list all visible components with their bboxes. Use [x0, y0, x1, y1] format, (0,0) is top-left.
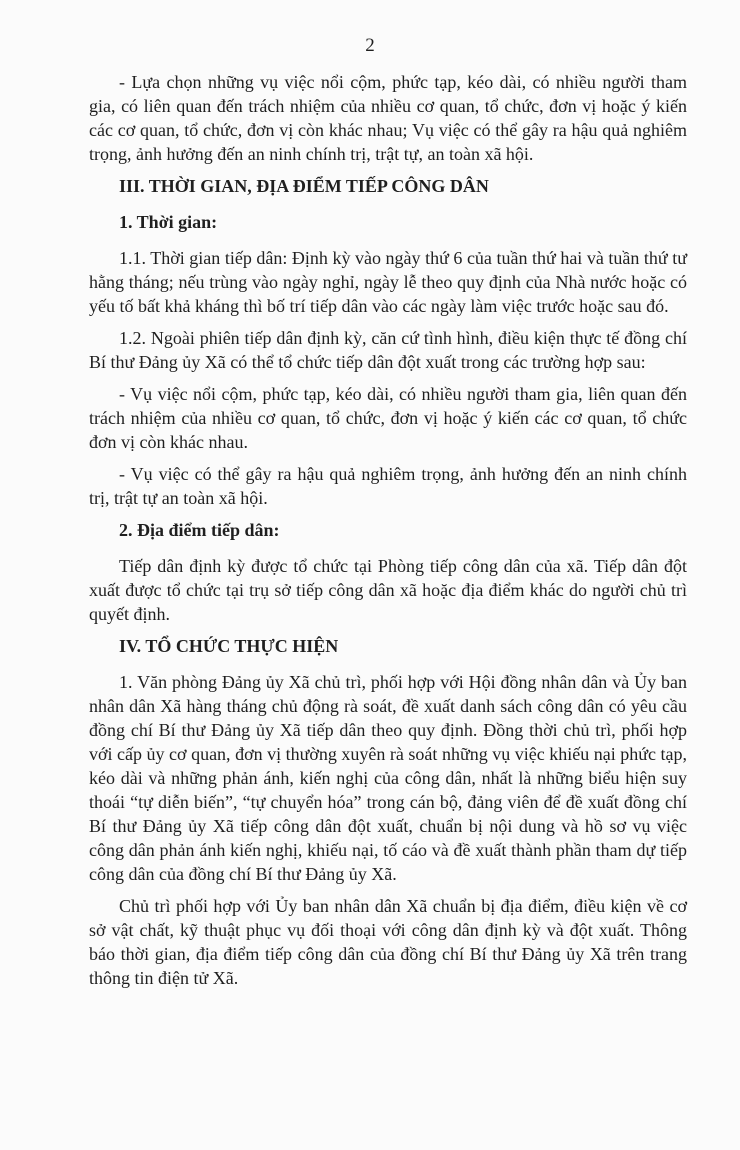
section-heading-iii: III. THỜI GIAN, ĐỊA ĐIỂM TIẾP CÔNG DÂN — [119, 176, 489, 196]
subheading-location: 2. Địa điểm tiếp dân: — [119, 520, 280, 540]
document-body — [89, 70, 687, 998]
paragraph-1-2: 1.2. Ngoài phiên tiếp dân định kỳ, căn cứ tình hình, điều kiện thực tế đồng chí Bí thư Đảng ủy Xã có thể tổ chức tiếp dân đột xuất trong các trường hợp sau: — [89, 328, 687, 372]
section-heading-iv: IV. TỔ CHỨC THỰC HIỆN — [119, 636, 339, 656]
subheading-time: 1. Thời gian: — [119, 212, 218, 232]
paragraph-1-1: 1.1. Thời gian tiếp dân: Định kỳ vào ngày thứ 6 của tuần thứ hai và tuần thứ tư hằng tháng; nếu trùng vào ngày nghỉ, ngày lễ theo quy định của Nhà nước hoặc có yếu tố bất khả kháng thì bố trí tiếp dân vào các ngày làm việc trước hoặc sau đó. — [89, 248, 687, 316]
page-number: 2 — [365, 35, 375, 56]
paragraph-iv-1: 1. Văn phòng Đảng ủy Xã chủ trì, phối hợp với Hội đồng nhân dân và Ủy ban nhân dân Xã hàng tháng chủ động rà soát, đề xuất danh sách công dân có yêu cầu đồng chí Bí thư Đảng ủy Xã tiếp dân theo quy định. Đồng thời chủ trì, phối hợp với cấp ủy cơ quan, đơn vị thường xuyên rà soát những vụ việc khiếu nại phức tạp, kéo dài và những phản ánh, kiến nghị của công dân, nhất là những biểu hiện suy thoái “tự diễn biến”, “tự chuyển hóa” trong cán bộ, đảng viên để đề xuất đồng chí Bí thư Đảng ủy Xã tiếp công dân đột xuất, chuẩn bị nội dung và hồ sơ vụ việc công dân phản ánh kiến nghị, khiếu nại, tố cáo và đề xuất thành phần tham dự tiếp công dân của đồng chí Bí thư Đảng ủy Xã. — [89, 672, 687, 884]
paragraph-selection-criteria: - Lựa chọn những vụ việc nổi cộm, phức tạp, kéo dài, có nhiều người tham gia, có liên quan đến trách nhiệm của nhiều cơ quan, tổ chức, đơn vị hoặc ý kiến các cơ quan, tổ chức, đơn vị còn khác nhau; Vụ việc có thể gây ra hậu quả nghiêm trọng, ảnh hưởng đến an ninh chính trị, trật tự, an toàn xã hội. — [89, 72, 687, 164]
list-item-dash-1: - Vụ việc nổi cộm, phức tạp, kéo dài, có nhiều người tham gia, liên quan đến trách nhiệm của nhiều cơ quan, tổ chức, đơn vị hoặc ý kiến các cơ quan, tổ chức đơn vị còn khác nhau. — [89, 384, 687, 452]
list-item-dash-2: - Vụ việc có thể gây ra hậu quả nghiêm trọng, ảnh hưởng đến an ninh chính trị, trật tự an toàn xã hội. — [89, 464, 687, 508]
paragraph-iv-2: Chủ trì phối hợp với Ủy ban nhân dân Xã chuẩn bị địa điểm, điều kiện về cơ sở vật chất, kỹ thuật phục vụ đối thoại với công dân định kỳ và đột xuất. Thông báo thời gian, địa điểm tiếp công dân của đồng chí Bí thư Đảng ủy Xã trên trang thông tin điện tử Xã. — [89, 896, 687, 988]
paragraph-location: Tiếp dân định kỳ được tổ chức tại Phòng tiếp công dân của xã. Tiếp dân đột xuất được tổ chức tại trụ sở tiếp công dân xã hoặc địa điểm khác do người chủ trì quyết định. — [89, 556, 687, 624]
